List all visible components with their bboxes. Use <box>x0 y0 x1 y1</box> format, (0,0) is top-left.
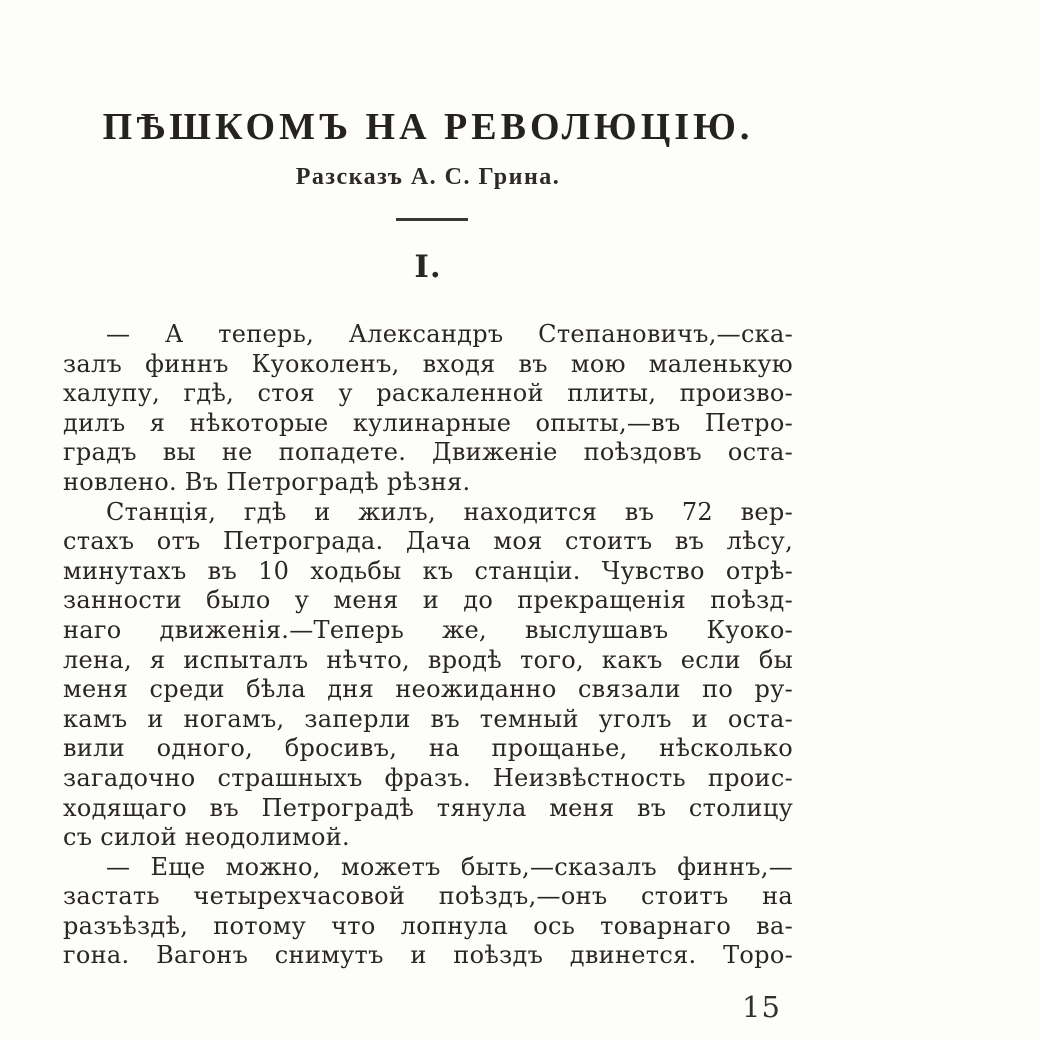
text-line: градъ вы не попадете. Движеніе поѣздовъ оста- <box>63 438 793 467</box>
text-line: стахъ отъ Петрограда. Дача моя стоитъ въ лѣсу, <box>63 527 793 556</box>
paragraph-1 <box>63 320 793 498</box>
story-subtitle: Разсказъ А. С. Грина. <box>295 164 561 190</box>
section-divider-rule <box>396 218 468 221</box>
page-number: 15 <box>742 990 781 1024</box>
text-line: минутахъ въ 10 ходьбы къ станціи. Чувство отрѣ- <box>63 556 793 585</box>
text-line: ходящаго въ Петроградѣ тянула меня въ столицу <box>63 793 793 822</box>
text-line: загадочно страшныхъ фразъ. Неизвѣстность проис- <box>63 763 793 792</box>
text-line: лена, я испыталъ нѣчто, вродѣ того, какъ если бы <box>63 645 793 674</box>
text-line: занности было у меня и до прекращенія поѣзд- <box>63 586 793 615</box>
text-line: камъ и ногамъ, заперли въ темный уголъ и оста- <box>63 704 793 733</box>
text-line: съ силой неодолимой. <box>63 823 350 852</box>
text-line: меня среди бѣла дня неожиданно связали по ру- <box>63 675 793 704</box>
chapter-heading: I. <box>414 249 442 285</box>
text-line: наго движенія.—Теперь же, выслушавъ Куоко- <box>63 615 793 644</box>
story-title: ПѢШКОМЪ НА РЕВОЛЮЦІЮ. <box>102 106 754 148</box>
text-line: новлено. Въ Петроградѣ рѣзня. <box>63 467 471 496</box>
paragraph-3 <box>63 853 793 971</box>
text-line: — Еще можно, можетъ быть,—сказалъ финнъ,— <box>106 852 793 881</box>
paragraph-2 <box>63 498 793 853</box>
text-line: Станція, гдѣ и жилъ, находится въ 72 вер- <box>106 497 793 526</box>
body-text-block <box>63 320 793 971</box>
text-line: гона. Вагонъ снимутъ и поѣздъ двинется. Торо- <box>63 941 793 970</box>
text-line: — А теперь, Александръ Степановичъ,—ска- <box>106 320 793 348</box>
text-line: вили одного, бросивъ, на прощанье, нѣсколько <box>63 734 793 763</box>
text-line: халупу, гдѣ, стоя у раскаленной плиты, произво- <box>63 379 793 408</box>
text-line: дилъ я нѣкоторые кулинарные опыты,—въ Петро- <box>63 408 793 437</box>
text-line: залъ финнъ Куоколенъ, входя въ мою маленькую <box>63 349 793 378</box>
text-line: разъѣздѣ, потому что лопнула ось товарнаго ва- <box>63 911 793 940</box>
text-line: застать четырехчасовой поѣздъ,—онъ стоитъ на <box>63 882 793 911</box>
